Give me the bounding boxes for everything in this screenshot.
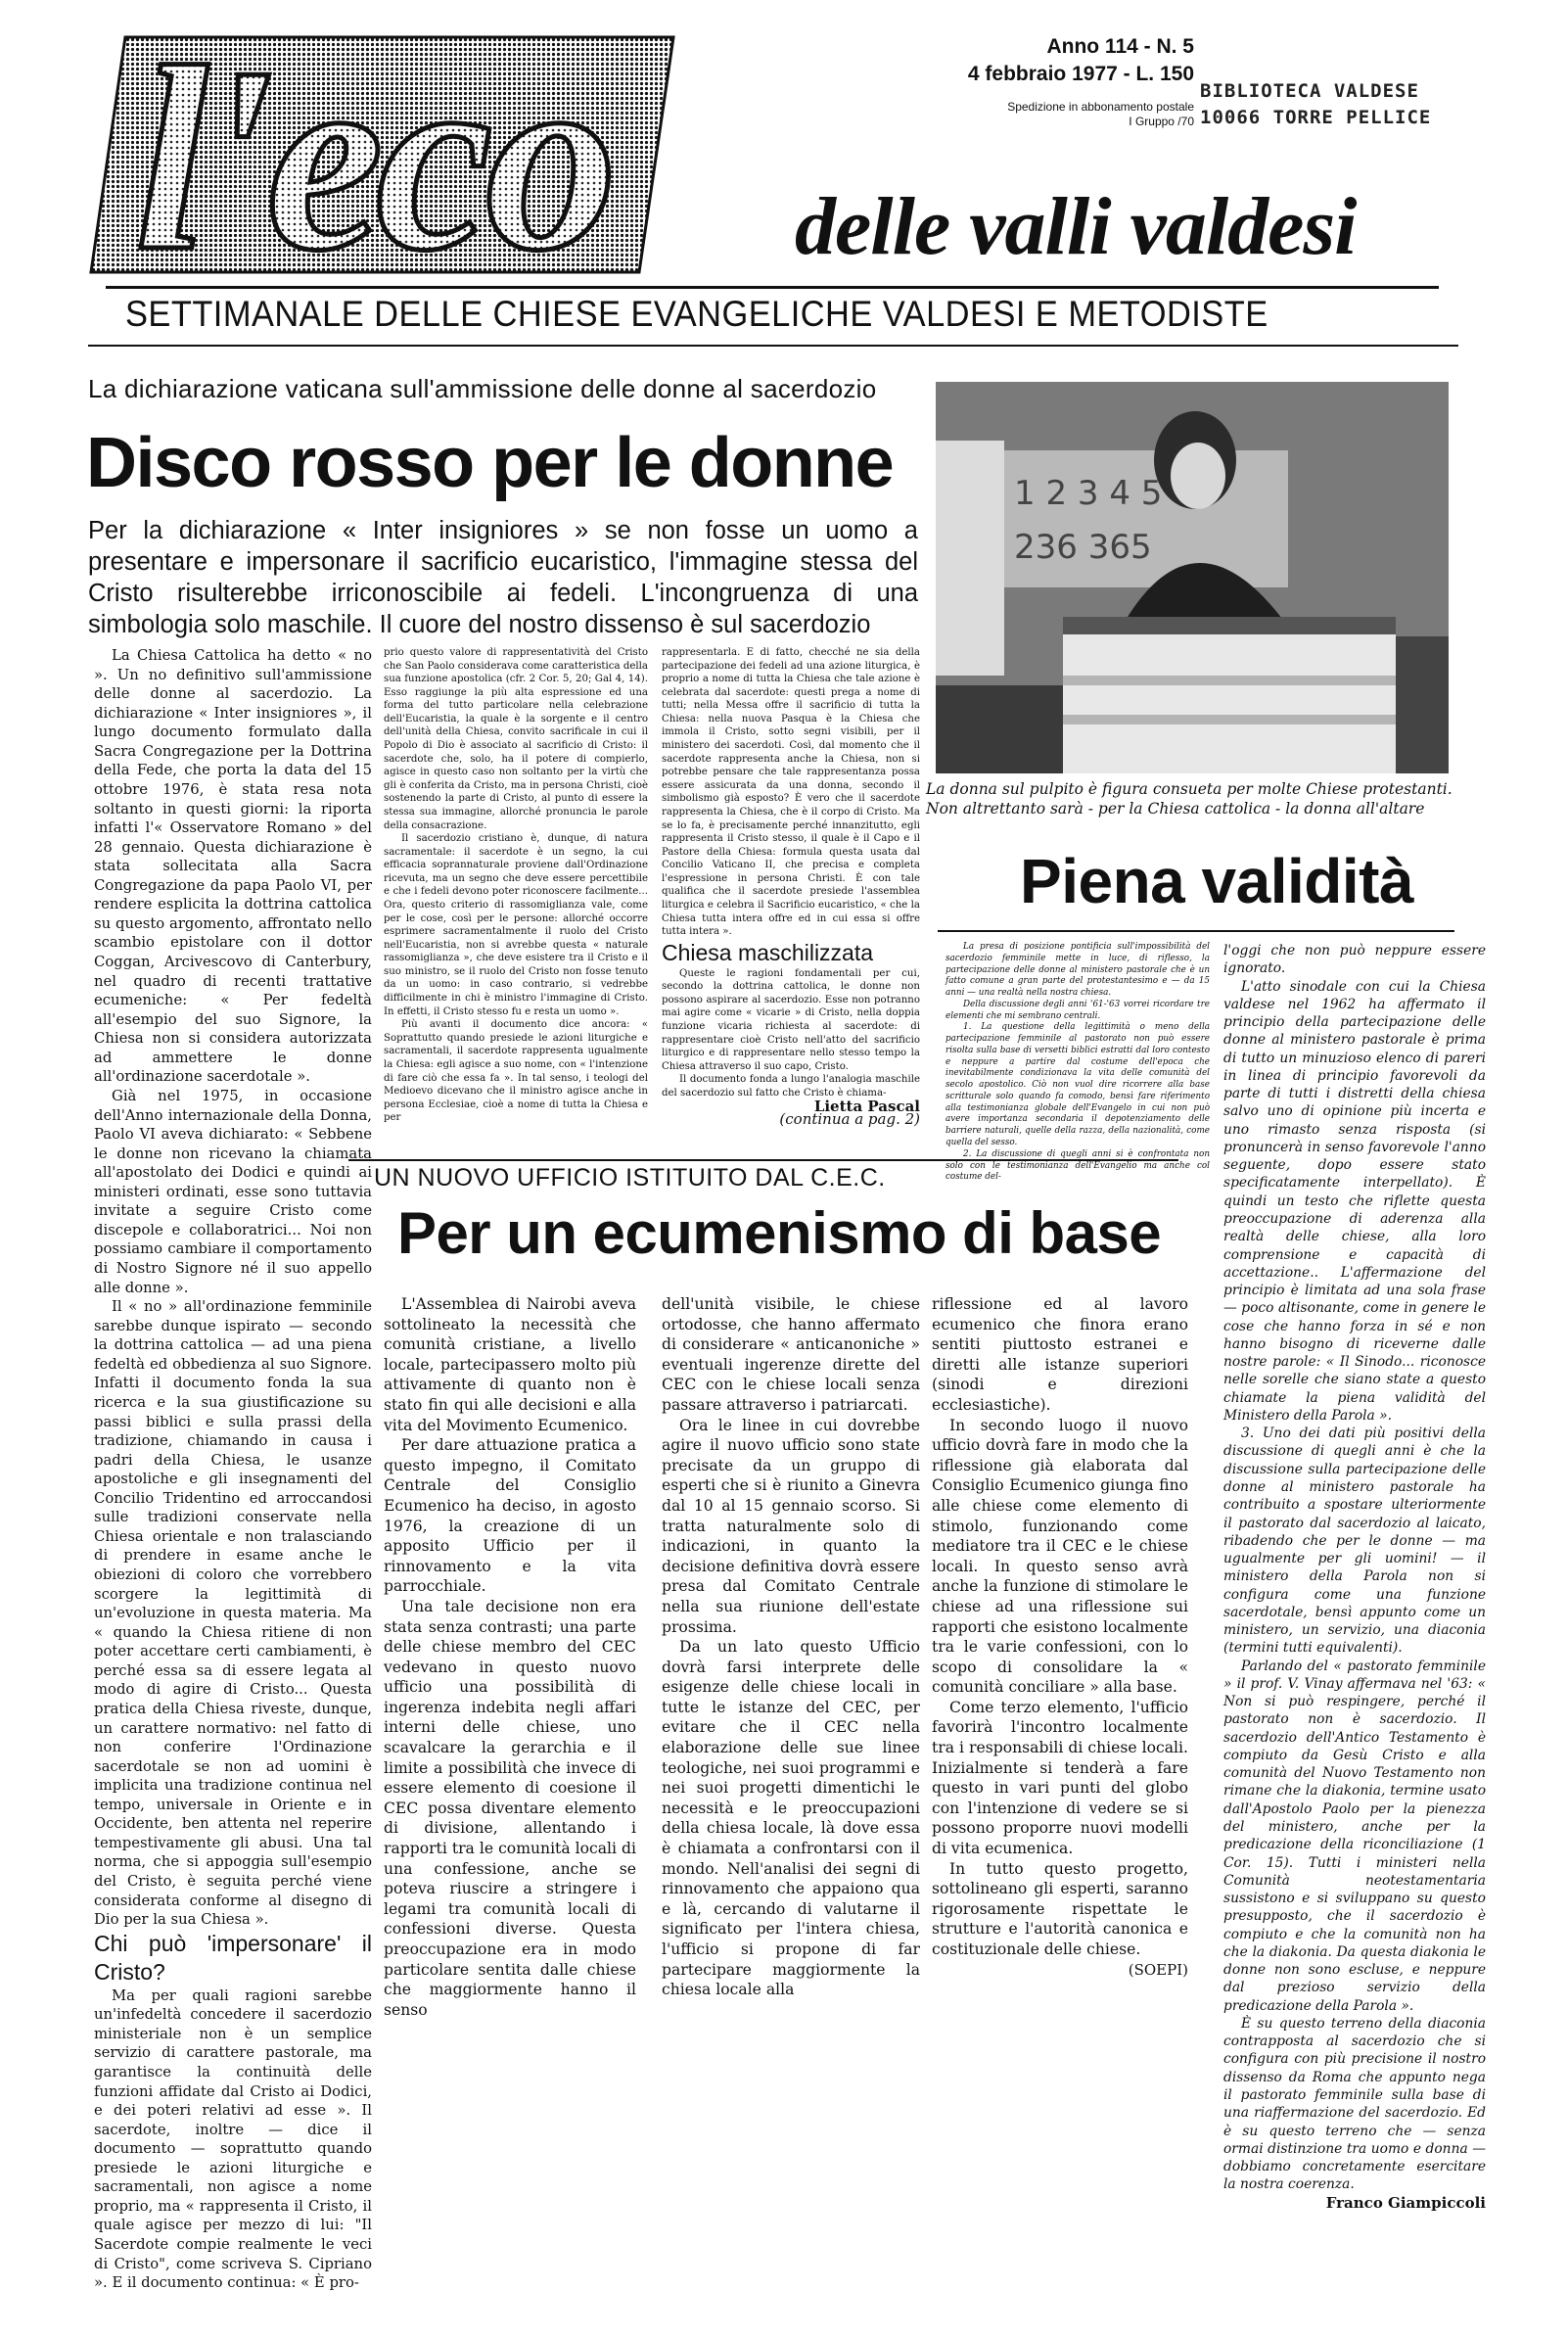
- second-column-1: [384, 1294, 636, 2020]
- paragraph: prio questo valore di rappresentatività del Cristo che San Paolo considerava come caratteristica della sua funzione apostolica (cfr. 2 Cor. 5, 20; Gal 4, 14). Esso raggiunge la più alta espressione ed una forma del tutto particolare nella celebrazione dell'Eucaristia, la quale è la sorgente e il centro dell'unità della Chiesa, convito sacrificale in cui il Popolo di Dio è associato al sacrificio di Cristo: il sacerdote che, solo, ha il potere di compierlo, agisce in questo caso non soltanto per la virtù che gli è conferita da Cristo, ma in persona Christi, cioè sostenendo la parte di Cristo, al punto di essere la stessa sua immagine, allorché pronuncia le parole della consacrazione.: [384, 647, 648, 831]
- lead-column-2: [384, 646, 648, 1125]
- masthead-logo: [86, 27, 683, 284]
- paragraph: Ora le linee in cui dovrebbe agire il nuovo ufficio sono state precisate da un gruppo di esperti che si è riunito a Ginevra dal 10 al 15 gennaio scorso. Si tratta naturalmente solo di indicazioni, in quanto la decisione definitiva dovrà essere presa dal Comitato Centrale nella sua riunione dell'estate prossima.: [662, 1416, 920, 1636]
- paragraph: Queste le ragioni fondamentali per cui, secondo la dottrina cattolica, le donne non possono aspirare al sacerdozio. Esse non potranno mai agire come « vicarie » di Cristo, nella doppia funzione vicaria richiesta al sacerdote: di rappresentare cioè Cristo nell'atto del sacrificio liturgico e di rappresentare nello stesso tempo la Chiesa attraverso il suo capo, Cristo.: [662, 967, 920, 1072]
- paragraph: 3. Uno dei dati più positivi della discussione di quegli anni è che la discussione sulla partecipazione delle donne al ministero pastorale ha contribuito a spostare ulteriormente il pastorato dal sacerdozio al laicato, ribadendo che per le donne — ma ugualmente per gli uomini! — il ministero della Parola non si configura come una funzione sacerdotale, bensì appunto come un ministero, un servizio, una diaconia (termini tutti equivalenti).: [1223, 1426, 1486, 1657]
- lead-standfirst: Per la dichiarazione « Inter insigniores » se non fosse un uomo a presentare e impersonare il sacrificio eucaristico, l'immagine stessa del Cristo risulterebbe irriconoscibile ai fedeli. L'incongruenza di una simbologia solo maschile. Il cuore del nostro dissenso è sul sacerdozio: [88, 517, 918, 638]
- second-story-rule: [348, 1159, 1178, 1161]
- paragraph: Come terzo elemento, l'ufficio favorirà l'incontro localmente tra i responsabili di chiese locali. Inizialmente si tenderà a fare questo in vari punti del globo con l'intenzione di vedere se si possono proporre nuovi modelli di vita ecumenica.: [932, 1698, 1188, 1858]
- paragraph: rappresentarla. E di fatto, checché ne sia della partecipazione dei fedeli ad una azione liturgica, è proprio a nome di tutta la Chiesa che tale azione è celebrata dal sacerdote: questi prega a nome di tutti; nella Messa offre il sacrificio di tutta la Chiesa: nella nuova Pasqua è la Chiesa che immola il Cristo, sotto segni visibili, per il ministero dei sacerdoti. Così, dal momento che il sacerdote rappresenta anche la Chiesa, non si potrebbe pensare che tale rappresentanza possa essere assicurata da una donna, secondo il simbolismo già esposto? È vero che il sacerdote rappresenta la Chiesa, che è il corpo di Cristo. Ma se lo fa, è precisamente perché innanzitutto, egli rappresenta il Cristo stesso, il quale è il Capo e il Pastore della Chiesa: formula questa usata dal Concilio Vaticano II, che precisa e completa l'espressione in persona Christi. È con tale qualifica che il sacerdote presiede l'assemblea liturgica e celebra il Sacrificio eucaristico, « che la Chiesa tutta intera offre ed in cui essa si offre tutta intera ».: [662, 647, 920, 938]
- paragraph: L'Assemblea di Nairobi aveva sottolineato la necessità che comunità cristiane, a livello locale, partecipassero molto più attivamente di quanto non è stato fin qui alle decisioni e alla vita del Movimento Ecumenico.: [384, 1295, 636, 1434]
- news-photo: [936, 382, 1449, 773]
- second-column-3: [932, 1294, 1188, 1980]
- editorial-author: Franco Giampiccoli: [1325, 2193, 1486, 2212]
- lead-subhead-2: Chiesa maschilizzata: [662, 939, 874, 965]
- library-stamp: [1200, 78, 1494, 131]
- photo-illustration: [936, 382, 1449, 773]
- paragraph: La Chiesa Cattolica ha detto « no ». Un no definitivo sull'ammissione delle donne al sacerdozio. La dichiarazione « Inter insigniores », il lungo documento formulato dalla Sacra Congregazione per la Dottrina della Fede, che porta la data del 15 ottobre 1976, è stata resa nota soltanto in questi giorni: la riporta infatti l'« Osservatore Romano » del 28 gennaio. Questa dichiarazione è stata sollecitata alla Sacra Congregazione da papa Paolo VI, per rendere esplicita la dottrina cattolica su questo argomento, affrontato nello scambio epistolare con il dottor Coggan, Arcivescovo di Canterbury, nel quadro di recenti trattative ecumeniche: « Per fedeltà all'esempio del suo Signore, la Chiesa non si considera autorizzata ad ammettere le donne all'ordinazione sacerdotale ».: [94, 647, 372, 1086]
- paragraph: dell'unità visibile, le chiese ortodosse, che hanno affermato di considerare « anticanoniche » eventuali ingerenze dirette del CEC con le chiese locali senza passare attraverso i patriarcati.: [662, 1295, 920, 1414]
- paragraph: Ma per quali ragioni sarebbe un'infedeltà concedere il sacerdozio ministeriale non è un semplice servizio di carattere pastorale, ma garantisce la continuità delle funzioni affidate dal Cristo ai Dodici, e dei poteri relativi ad esse ». Il sacerdote, inoltre — dice il documento — soprattutto quando presiede le azioni liturgiche e sacramentali, non agisce a nome proprio, ma « rappresenta il Cristo, il quale agisce per mezzo di lui: "Il Sacerdote compie realmente le veci di Cristo", come scriveva S. Cipriano ». E il documento continua: « È pro-: [94, 1986, 372, 2292]
- news-source: (SOEPI): [1128, 1960, 1188, 1979]
- paragraph: È su questo terreno della diaconia contrapposta al sacerdozio che si configura con più precisione il nostro dissenso da Roma che appunto nega il pastorato femminile sulla base di una riaffermazione del sacerdozio. Ed è su questo terreno che — senza ormai distinzione tra uomo e donna — dobbiamo concretamente esercitare la nostra coerenza.: [1223, 2015, 1486, 2193]
- paragraph: riflessione ed al lavoro ecumenico che finora erano sentiti piuttosto estranei e diretti alle istanze superiori (sinodi e direzioni ecclesiastiche).: [932, 1295, 1188, 1414]
- masthead-rule: [106, 286, 1439, 289]
- paragraph: In secondo luogo il nuovo ufficio dovrà fare in modo che la riflessione già elaborata dal Consiglio Ecumenico giunga fino alle chiese come elemento di stimolo, funzionando come mediatore tra il CEC e le chiese locali. In questo senso avrà anche la funzione di stimolare le chiese ad una riflessione sui rapporti che esistono localmente tra le varie confessioni, con lo scopo di consolidare la « comunità conciliare » alla base.: [932, 1416, 1188, 1697]
- paragraph: Più avanti il documento dice ancora: « Soprattutto quando presiede le azioni liturgiche e sacramentali, il sacerdote rappresenta ugualmente la Chiesa: egli agisce a suo nome, con « l'intenzione di fare ciò che essa fa ». In tal senso, i teologi del Medioevo dicevano che il ministro agisce anche in persona Ecclesiae, cioè a nome di tutta la Chiesa e per: [384, 1019, 648, 1124]
- section-rule: [88, 345, 1458, 347]
- second-column-2: [662, 1294, 920, 2000]
- paragraph: 1. La questione della legittimità o meno della partecipazione femminile al pastorato non può essere risolta sulla base di versetti biblici estratti dal loro contesto e neppure a partire dal costume dell'epoca che inevitabilmente condizionava la vita delle comunità del secolo apostolico. Ciò non vuol dire ricorrere alla base scritturale solo quando fa comodo, bensì fare riferimento alla testimonianza globale dell'Evangelo in cui non può avere importanza secondaria il depotenziamento delle barriere naturali, quelle della razza, della nazionalità, come quella del sesso.: [945, 1022, 1210, 1148]
- paragraph: Parlando del « pastorato femminile » il prof. V. Vinay affermava nel '63: « Non si può respingere, perché il pastorato non è sacerdozio. Il sacerdozio dell'Antico Testamento è compiuto da Gesù Cristo e alla comunità del Nuovo Testamento non rimane che la diakonia, termine usato dall'Apostolo Paolo per la pienezza del ministero, anche per la predicazione della riconciliazione (1 Cor. 15). Tutti i ministeri nella Comunità neotestamentaria sussistono e si sviluppano su questo presupposto, che il sacerdozio è compiuto e che la comunità non ha che la diakonia. Da questa diakonia le donne non sono escluse, e neppure dal prezioso servizio della predicazione della Parola ».: [1223, 1658, 1486, 2014]
- paragraph: Il « no » all'ordinazione femminile sarebbe dunque ispirato — secondo la dottrina cattolica — ad una piena fedeltà ed obbedienza al suo Signore. Infatti il documento fonda la sua ricerca e la sua giustificazione su passi biblici e sulla prassi della tradizione, chiamando in causa i padri della Chiesa, le usanze apostoliche e gli insegnamenti del Concilio Tridentino ed arroccandosi sulle tradizioni conservate nella Chiesa orientale e non tralasciando di prendere in esame anche le obiezioni di coloro che vorrebbero scorgere la legittimità di un'evoluzione in questa materia. Ma « quando la Chiesa ritiene di non poter accettare certi cambiamenti, è perché essa sa di essere legata al modo di agire di Cristo... Questa pratica della Chiesa riveste, dunque, un carattere normativo: nel fatto di non conferire l'Ordinazione sacerdotale se non ad uomini è implicita una tradizione continua nel tempo, universale in Oriente e in Occidente, ben attenta nel reperire tempestivamente gli abusi. Una tal norma, che si appoggia sull'esempio del Cristo, è seguita perché viene considerata conforme al disegno di Dio per la sua Chiesa ».: [94, 1298, 372, 1929]
- editorial-column-1: [945, 942, 1210, 1184]
- paragraph: Una tale decisione non era stata senza contrasti; una parte delle chiese membro del CEC vedevano in questo nuovo ufficio una possibilità di ingerenza indebita negli affari interni delle chiese, uno scavalcare la gerarchia e il limite a possibilità che invece di essere elemento di coesione il CEC possa diventare elemento di divisione, allentando i rapporti tra le comunità locali di una confessione, anche se poteva riuscire a stringere i legami tra comunità locali di confessioni diverse. Questa preoccupazione era in modo particolare sentita dalle chiese che maggiormente hanno il senso: [384, 1597, 636, 2019]
- continued-note: (continua a pag. 2): [779, 1110, 920, 1129]
- issue-number: Anno 114 - N. 5: [1046, 35, 1194, 58]
- postal-note: Spedizione in abbonamento postale: [1007, 100, 1194, 114]
- masthead-tagline: SETTIMANALE DELLE CHIESE EVANGELICHE VALDESI E METODISTE: [125, 294, 1268, 334]
- paragraph: Il sacerdozio cristiano è, dunque, di natura sacramentale: il sacerdote è un segno, la cui efficacia soprannaturale proviene dall'Ordinazione ricevuta, ma un segno che deve essere percettibile e che i fedeli devono poter riconoscere facilmente... Ora, questo criterio di rassomiglianza vale, come per le cose, così per le persone: allorché occorre esprimere sacramentalmente il ruolo del Cristo nell'Eucaristia, non si avrebbe questa « naturale rassomiglianza », che deve esistere tra il Cristo e il suo ministro, se il ruolo del Cristo non fosse tenuto da un uomo: in caso contrario, si vedrebbe difficilmente in chi è ministro l'immagine di Cristo. In effetti, il Cristo stesso fu e resta un uomo ».: [384, 833, 648, 1017]
- paragraph: Già nel 1975, in occasione dell'Anno internazionale della Donna, Paolo VI aveva dichiarato: « Sebbene le donne non ricevano la chiamata all'apostolato dei Dodici e quindi ai ministeri ordinati, esse sono tuttavia invitate a seguire Cristo come discepole e collaboratrici... Noi non possiamo cambiare il comportamento di Nostro Signore né il suo appello alle donne ».: [94, 1087, 372, 1296]
- paragraph: L'atto sinodale con cui la Chiesa valdese nel 1962 ha affermato il principio della partecipazione delle donne al ministero pastorale è prima di tutto un minuzioso elenco di pareri in linea di principio favorevoli da parte di tutti i distretti della chiesa salvo uno di opinione più incerta e uno rimasto senza risposta (si pronuncerà in senso favorevole l'anno seguente, dopo essere stato specificatamente interpellato). È quindi un testo che riflette questa preoccupazione di aderenza alla realtà delle chiese, alla loro comprensione e capacità di accettazione.. L'affermazione del principio è limitata ad una sola frase — poco altisonante, come in genere le cose che hanno forza in sé e non hanno bisogno di riceverne dalle nostre parole: « Il Sinodo... riconosce nelle sorelle che siano state a questo chiamate la piena validità del Ministero della Parola ».: [1223, 978, 1486, 1424]
- masthead-subtitle: delle valli valdesi: [795, 181, 1357, 272]
- paragraph: In tutto questo progetto, sottolineano gli esperti, saranno rigorosamente rispettate le strutture e l'autorità canonica e costituzionale delle chiese.: [932, 1859, 1188, 1958]
- stamp-line-1: BIBLIOTECA VALDESE: [1200, 80, 1419, 102]
- lead-headline: Disco rosso per le donne: [86, 424, 894, 502]
- second-kicker: UN NUOVO UFFICIO ISTITUITO DAL C.E.C.: [374, 1164, 886, 1192]
- editorial-column-2: [1223, 942, 1486, 2212]
- paragraph: Da un lato questo Ufficio dovrà farsi interprete delle esigenze delle chiese locali in tutte le istanze del CEC, per evitare che il CEC nella elaborazione delle sue linee teologiche, nei suoi programmi e nei suoi progetti dimentichi le necessità e le preoccupazioni della chiesa locale, là dove essa è chiamata a confrontarsi con il mondo. Nell'analisi dei segni di rinnovamento che appaiono qua e là, cercando di valutarne il significato per l'intera chiesa, l'ufficio si propone di far partecipare maggiormente la chiesa locale alla: [662, 1638, 920, 1999]
- lead-author: Lietta Pascal: [813, 1097, 920, 1115]
- paragraph: Per dare attuazione pratica a questo impegno, il Comitato Centrale del Consiglio Ecumenico ha deciso, in agosto 1976, la creazione di un apposito Ufficio per il rinnovamento e la vita parrocchiale.: [384, 1436, 636, 1596]
- paragraph: Della discussione degli anni '61-'63 vorrei ricordare tre elementi che mi sembrano centrali.: [945, 999, 1210, 1021]
- lead-kicker: La dichiarazione vaticana sull'ammissione delle donne al sacerdozio: [88, 374, 877, 403]
- issue-date-price: 4 febbraio 1977 - L. 150: [967, 63, 1194, 85]
- second-headline: Per un ecumenismo di base: [397, 1200, 1162, 1266]
- board-text-1: 1 2 3 4 5: [1014, 474, 1163, 513]
- stamp-line-2: 10066 TORRE PELLICE: [1200, 107, 1432, 128]
- postal-group: I Gruppo /70: [1129, 115, 1194, 128]
- issue-info: [861, 33, 1194, 129]
- board-text-2: 236 365: [1014, 528, 1152, 567]
- editorial-rule: [938, 930, 1454, 932]
- paragraph: La presa di posizione pontificia sull'impossibilità del sacerdozio femminile mette in luce, di riflesso, la partecipazione delle donne al ministero pastorale che è un fatto comune a gran parte del protestantesimo e — da 15 anni — una realtà nella nostra chiesa.: [945, 942, 1210, 999]
- logo-text: l'eco: [135, 27, 610, 284]
- paragraph: l'oggi che non può neppure essere ignorato.: [1223, 943, 1486, 977]
- editorial-headline: Piena validità: [1020, 846, 1414, 916]
- lead-column-3: [662, 646, 920, 1127]
- photo-caption: La donna sul pulpito è figura consueta per molte Chiese protestanti. Non altrettanto sarà - per la Chiesa cattolica - la donna all'altare: [926, 780, 1453, 818]
- paragraph: Il documento fonda a lungo l'analogia maschile del sacerdozio sul fatto che Cristo è chiama-: [662, 1074, 920, 1098]
- paragraph: 2. La discussione di quegli anni si è confrontata non solo con le testimonianza dell'Evangelio ma anche col costume del-: [945, 1148, 1210, 1183]
- lead-subhead-1: Chi può 'impersonare' il Cristo?: [94, 1930, 372, 1985]
- lead-column-1: [94, 646, 372, 2293]
